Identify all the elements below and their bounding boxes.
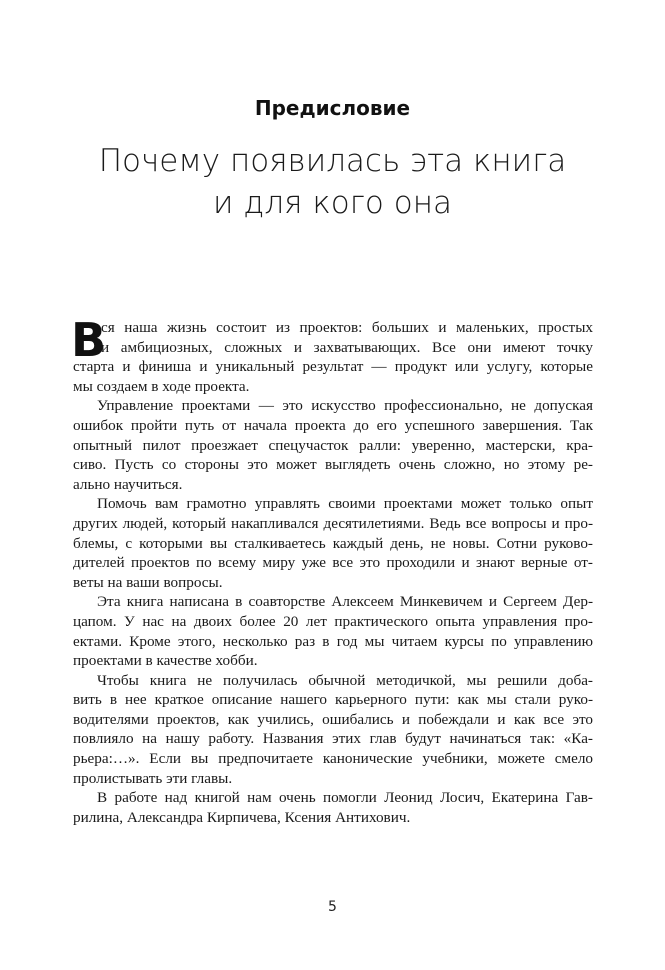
text-line: Эта книга написана в соавторстве Алексеем Минкевичем и Сергеем Дер- [97, 593, 593, 611]
text-line: ошибок пройти путь от начала проекта до его успешного завершения. Так [73, 416, 593, 434]
paragraph-6 [73, 788, 593, 827]
text-line: рьера:…». Если вы предпочитаете канонические учебники, можете смело [73, 750, 593, 768]
text-line: ся наша жизнь состоит из проектов: больших и маленьких, простых [101, 319, 593, 336]
text-line: Управление проектами — это искусство профессионально, не допуская [97, 397, 593, 415]
text-line: дителей проектов по всему миру уже все это проходили и знают верные от- [73, 554, 593, 572]
text-line: проектами в качестве хобби. [73, 652, 258, 670]
text-line: опытный пилот проезжает спецучасток ралли: уверенно, мастерски, кра- [73, 436, 593, 454]
text-line: веты на ваши вопросы. [73, 573, 223, 591]
text-line: рилина, Александра Кирпичева, Ксения Антихович. [73, 808, 411, 826]
text-line: В работе над книгой нам очень помогли Леонид Лосич, Екатерина Гав- [97, 789, 593, 807]
text-line: ально научиться. [73, 475, 183, 493]
text-line: повлияло на нашу работу. Названия этих глав будут начинаться так: «Ка- [73, 730, 593, 748]
text-line: ектами. Кроме этого, несколько раз в год мы читаем курсы по управлению [73, 632, 593, 650]
text-line: Помочь вам грамотно управлять своими проектами может только опыт [97, 495, 593, 513]
text-line: старта и финиша и уникальный результат — продукт или услугу, которые [73, 358, 593, 376]
section-label: Предисловие [254, 96, 411, 120]
text-line: мы создаем в ходе проекта. [73, 377, 250, 395]
text-line: сиво. Пусть со стороны это может выглядеть очень сложно, но этому ре- [73, 456, 593, 474]
text-line: пролистывать эти главы. [73, 769, 233, 787]
body-text [71, 313, 593, 827]
chapter-title-line-2: и для кого она [213, 185, 452, 221]
text-line: Чтобы книга не получилась обычной методичкой, мы решили доба- [97, 671, 593, 689]
paragraph-2 [73, 396, 593, 494]
paragraph-1 [71, 313, 593, 396]
text-line: водителями проектов, как учились, ошибались и побеждали и как все это [73, 710, 593, 728]
chapter-title-line-1: Почему появилась эта книга [98, 143, 567, 179]
drop-cap: В [71, 313, 107, 367]
paragraph-5 [73, 671, 593, 789]
text-line: цапом. У нас на двоих более 20 лет практического опыта управления про- [73, 612, 593, 630]
page-number: 5 [328, 899, 337, 915]
text-line: других людей, который накапливался десятилетиями. Ведь все вопросы и про- [73, 514, 593, 532]
text-line: блемы, с которыми вы сталкиваетесь каждый день, не новы. Сотни руково- [73, 534, 593, 552]
text-line: вить в нее краткое описание нашего карьерного пути: как мы стали руко- [73, 691, 593, 709]
paragraph-3 [73, 494, 593, 592]
paragraph-4 [73, 592, 593, 670]
text-line: и амбициозных, сложных и захватывающих. Все они имеют точку [101, 338, 593, 356]
chapter-title [0, 140, 665, 224]
